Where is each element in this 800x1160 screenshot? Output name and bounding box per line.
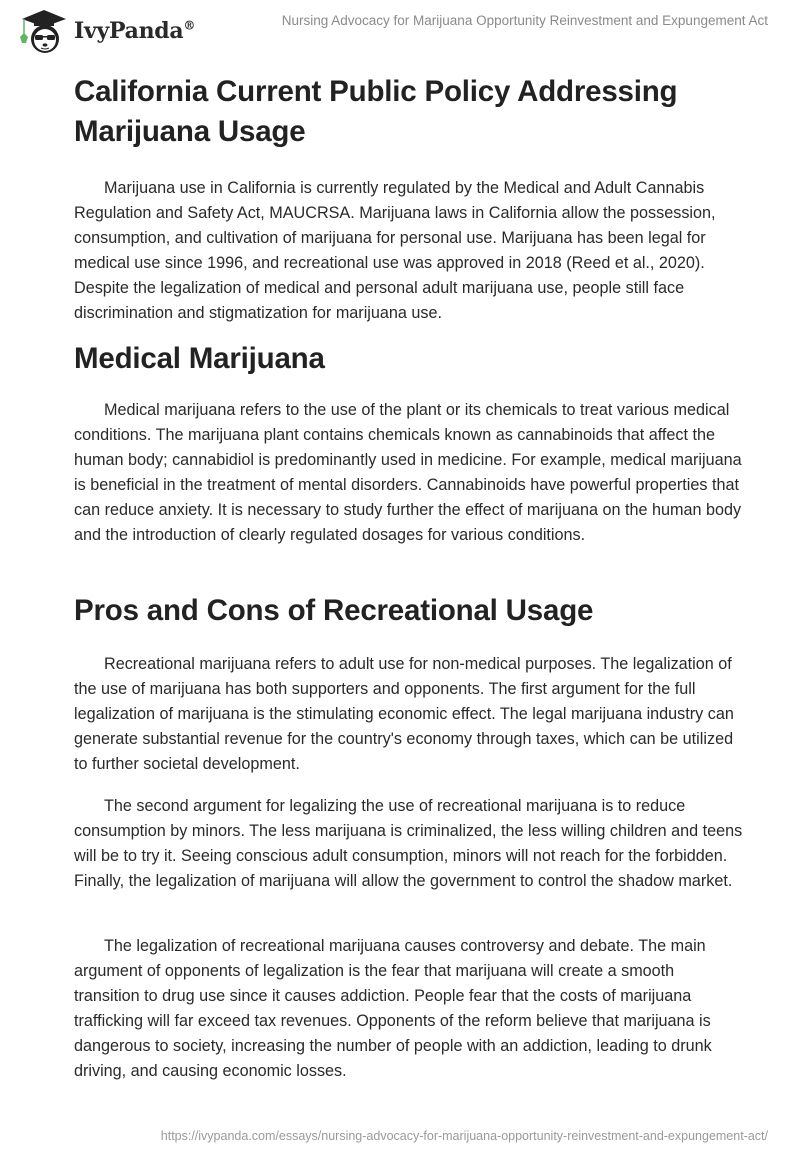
page-header [0,0,800,56]
paragraph: The legalization of recreational marijuana causes controversy and debate. The main argument of opponents of legalization is the fear that marijuana will create a smooth transition to drug use since it causes addiction. People fear that the costs of marijuana trafficking will far exceed tax revenues. Opponents of the reform believe that marijuana is dangerous to society, increasing the number of people with an addiction, leading to drunk driving, and causing economic losses. [74,937,712,1080]
paragraph: Medical marijuana refers to the use of the plant or its chemicals to treat various medical conditions. The marijuana plant contains chemicals known as cannabinoids that affect the human body; cannabidiol is predominantly used in medicine. For example, medical marijuana is beneficial in the treatment of mental disorders. Cannabinoids have powerful properties that can reduce anxiety. It is necessary to study further the effect of marijuana on the human body and the introduction of clearly regulated dosages for various conditions. [74,401,742,544]
paragraph: Recreational marijuana refers to adult use for non-medical purposes. The legalization of the use of marijuana has both supporters and opponents. The first argument for the full legalization of marijuana is the stimulating economic effect. The legal marijuana industry can generate substantial revenue for the country's economy through taxes, which can be utilized to further societal development. [74,655,734,773]
section-heading-california-policy: California Current Public Policy Addressing Marijuana Usage [74,75,678,148]
source-url-link[interactable]: https://ivypanda.com/essays/nursing-advocacy-for-marijuana-opportunity-reinvestment-and-expungement-act/ [160,1129,768,1143]
document-title: Nursing Advocacy for Marijuana Opportunity Reinvestment and Expungement Act [281,13,768,28]
section-heading-pros-cons: Pros and Cons of Recreational Usage [74,594,594,627]
paragraph: The second argument for legalizing the use of recreational marijuana is to reduce consumption by minors. The less marijuana is criminalized, the less willing children and teens will be to try it. Seeing conscious adult consumption, minors will not reach for the forbidden. Finally, the legalization of marijuana will allow the government to control the shadow market. [74,797,743,890]
section-heading-medical-marijuana: Medical Marijuana [74,342,325,375]
ivypanda-logo[interactable] [14,7,195,55]
logo-text: IvyPanda® [74,18,196,44]
panda-graduate-icon [14,7,72,55]
paragraph: Marijuana use in California is currently regulated by the Medical and Adult Cannabis Regulation and Safety Act, MAUCRSA. Marijuana laws in California allow the possession, consumption, and cultivation of marijuana for personal use. Marijuana has been legal for medical use since 1996, and recreational use was approved in 2018 (Reed et al., 2020). Despite the legalization of medical and personal adult marijuana use, people still face discrimination and stigmatization for marijuana use. [74,179,716,322]
